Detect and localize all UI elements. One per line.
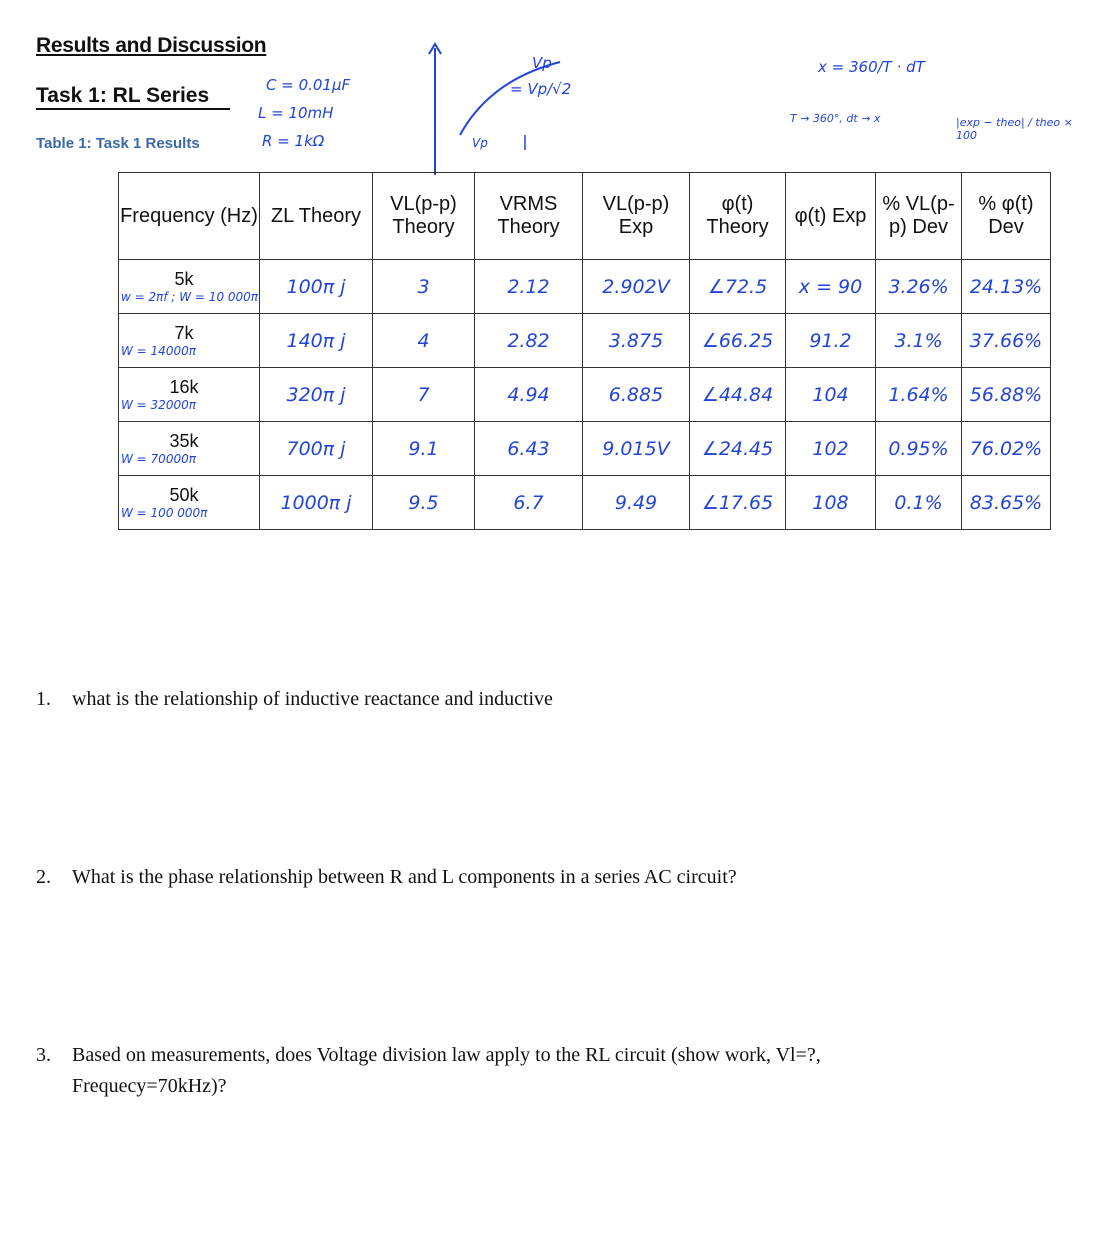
cell-frequency: 50k W = 100 000π bbox=[119, 476, 260, 530]
header-phi-exp: φ(t) Exp bbox=[786, 173, 876, 260]
cell-vl-dev: 3.26% bbox=[876, 260, 962, 314]
cell-phi-theory: ∠72.5 bbox=[690, 260, 786, 314]
cell-frequency: 7k W = 14000π bbox=[119, 314, 260, 368]
header-phi-dev: % φ(t) Dev bbox=[962, 173, 1051, 260]
cell-vl-dev: 1.64% bbox=[876, 368, 962, 422]
annotation-vp-small: Vp bbox=[472, 136, 488, 150]
table-row bbox=[119, 314, 1051, 368]
cell-vl-exp: 6.885 bbox=[583, 368, 690, 422]
cell-phi-dev: 37.66% bbox=[962, 314, 1051, 368]
cell-zl: 100π j bbox=[260, 260, 373, 314]
table-row bbox=[119, 422, 1051, 476]
cell-zl: 320π j bbox=[260, 368, 373, 422]
cell-phi-dev: 76.02% bbox=[962, 422, 1051, 476]
annotation-inductance: L = 10mH bbox=[258, 104, 334, 122]
annotation-phase-note: T → 360°, dt → x bbox=[790, 112, 881, 125]
cell-vl-exp: 2.902V bbox=[583, 260, 690, 314]
cell-zl: 700π j bbox=[260, 422, 373, 476]
cell-vl-dev: 3.1% bbox=[876, 314, 962, 368]
annotation-dev-formula: |exp − theo| / theo × 100 bbox=[956, 116, 1073, 142]
cell-phi-exp: x = 90 bbox=[786, 260, 876, 314]
cell-zl: 140π j bbox=[260, 314, 373, 368]
annotation-capacitance: C = 0.01µF bbox=[266, 76, 351, 94]
cell-phi-theory: ∠17.65 bbox=[690, 476, 786, 530]
cell-vl-dev: 0.1% bbox=[876, 476, 962, 530]
annotation-resistance: R = 1kΩ bbox=[262, 132, 325, 150]
cell-vrms: 2.82 bbox=[475, 314, 583, 368]
header-vl-dev: % VL(p-p) Dev bbox=[876, 173, 962, 260]
cell-phi-dev: 24.13% bbox=[962, 260, 1051, 314]
cell-phi-exp: 91.2 bbox=[786, 314, 876, 368]
cell-vl-theory: 3 bbox=[373, 260, 475, 314]
cell-vl-theory: 7 bbox=[373, 368, 475, 422]
cell-vl-dev: 0.95% bbox=[876, 422, 962, 476]
cell-frequency: 16k W = 32000π bbox=[119, 368, 260, 422]
cell-phi-exp: 102 bbox=[786, 422, 876, 476]
sketch-curve bbox=[460, 62, 560, 135]
cell-phi-exp: 104 bbox=[786, 368, 876, 422]
cell-frequency: 35k W = 70000π bbox=[119, 422, 260, 476]
cell-frequency: 5k w = 2πf ; W = 10 000π bbox=[119, 260, 260, 314]
question-3: 3. Based on measurements, does Voltage division law apply to the RL circuit (show work, Vl=?, Frequecy=70kHz)? bbox=[36, 1044, 821, 1097]
cell-vrms: 6.43 bbox=[475, 422, 583, 476]
question-2: 2. What is the phase relationship between R and L components in a series AC circuit? bbox=[36, 866, 737, 888]
cell-phi-theory: ∠66.25 bbox=[690, 314, 786, 368]
cell-phi-dev: 56.88% bbox=[962, 368, 1051, 422]
cell-vrms: 4.94 bbox=[475, 368, 583, 422]
header-vl-exp: VL(p-p) Exp bbox=[583, 173, 690, 260]
cell-vl-theory: 9.1 bbox=[373, 422, 475, 476]
cell-vl-exp: 9.015V bbox=[583, 422, 690, 476]
header-zl-theory: ZL Theory bbox=[260, 173, 373, 260]
cell-vl-theory: 9.5 bbox=[373, 476, 475, 530]
cell-vl-exp: 9.49 bbox=[583, 476, 690, 530]
table-header-row bbox=[119, 173, 1051, 260]
task-title: Task 1: RL Series bbox=[36, 84, 210, 107]
cell-vrms: 6.7 bbox=[475, 476, 583, 530]
cell-vrms: 2.12 bbox=[475, 260, 583, 314]
task-title-underline bbox=[36, 108, 230, 110]
cell-phi-dev: 83.65% bbox=[962, 476, 1051, 530]
annotation-vrms: = Vp/√2 bbox=[510, 80, 572, 98]
table-row bbox=[119, 476, 1051, 530]
section-title: Results and Discussion bbox=[36, 34, 267, 57]
results-table bbox=[118, 172, 1051, 530]
header-phi-theory: φ(t) Theory bbox=[690, 173, 786, 260]
header-vl-theory: VL(p-p) Theory bbox=[373, 173, 475, 260]
table-row bbox=[119, 260, 1051, 314]
cell-phi-exp: 108 bbox=[786, 476, 876, 530]
cell-zl: 1000π j bbox=[260, 476, 373, 530]
header-vrms-theory: VRMS Theory bbox=[475, 173, 583, 260]
annotation-phase-formula: x = 360/T · dT bbox=[818, 58, 925, 76]
cell-vl-theory: 4 bbox=[373, 314, 475, 368]
table-row bbox=[119, 368, 1051, 422]
cell-phi-theory: ∠24.45 bbox=[690, 422, 786, 476]
annotation-vp: Vp bbox=[532, 54, 552, 72]
cell-vl-exp: 3.875 bbox=[583, 314, 690, 368]
table-caption: Table 1: Task 1 Results bbox=[36, 135, 200, 152]
header-frequency: Frequency (Hz) bbox=[119, 173, 260, 260]
question-1: 1. what is the relationship of inductive reactance and inductive bbox=[36, 688, 553, 710]
cell-phi-theory: ∠44.84 bbox=[690, 368, 786, 422]
